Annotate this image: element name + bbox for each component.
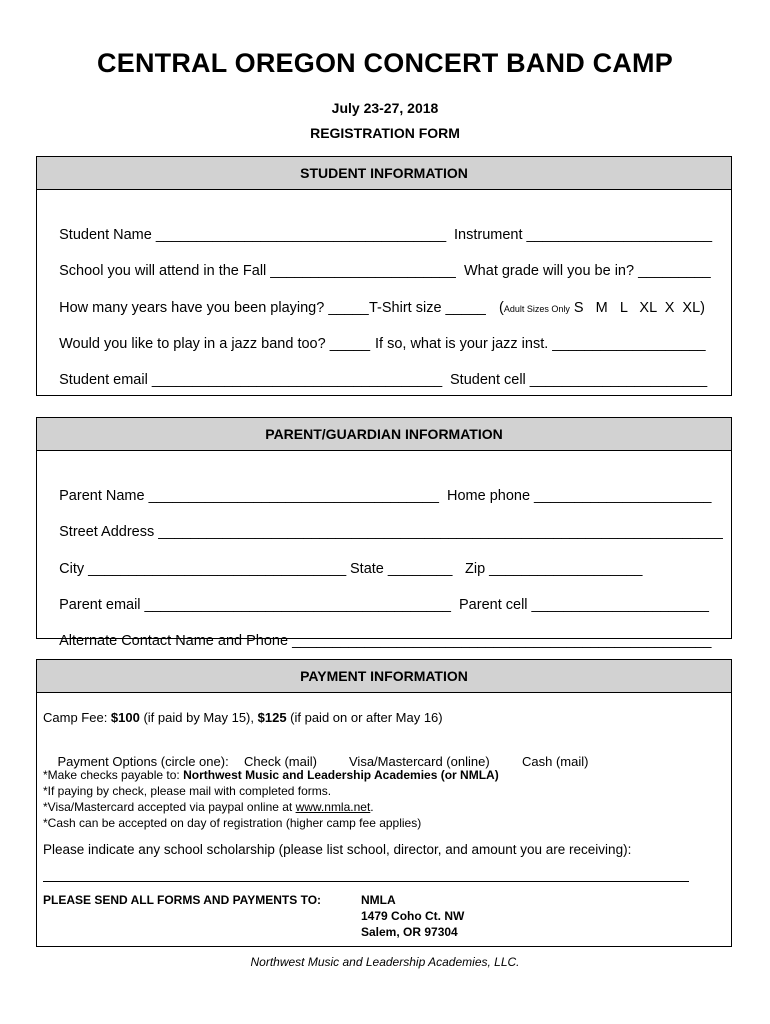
years-playing-field[interactable]: How many years have you been playing? _____ <box>59 300 369 316</box>
address-line-2: 1479 Coho Ct. NW <box>361 909 465 923</box>
alternate-contact-field[interactable]: Alternate Contact Name and Phone ____________________________________________________ <box>59 633 712 649</box>
nmla-link[interactable]: www.nmla.net <box>295 800 371 814</box>
student-cell-field[interactable]: Student cell ______________________ <box>450 372 708 388</box>
parent-cell-field[interactable]: Parent cell ______________________ <box>459 597 709 613</box>
school-field[interactable]: School you will attend in the Fall _______________________ <box>59 263 456 279</box>
option-card[interactable]: Visa/Mastercard (online) <box>349 754 490 769</box>
footer-org: Northwest Music and Leadership Academies, LLC. <box>250 955 520 969</box>
send-forms-label: PLEASE SEND ALL FORMS AND PAYMENTS TO: <box>43 893 322 907</box>
student-section-heading: STUDENT INFORMATION <box>37 157 731 190</box>
fee-early: $100 <box>110 710 140 725</box>
adult-sizes-note: Adult Sizes Only <box>503 304 570 314</box>
fee-late: $125 <box>257 710 287 725</box>
option-cash[interactable]: Cash (mail) <box>522 754 589 769</box>
note3-prefix: *Visa/Mastercard accepted via paypal online at <box>43 800 296 814</box>
address-line-3: Salem, OR 97304 <box>361 925 458 939</box>
parent-section <box>36 417 732 649</box>
note3-suffix: . <box>370 800 374 814</box>
student-contact-row <box>43 353 727 407</box>
scholarship-line: Please indicate any school scholarship (please list school, director, and amount you are receiving): <box>43 842 632 857</box>
home-phone-field[interactable]: Home phone ______________________ <box>447 488 712 504</box>
street-address-field[interactable]: Street Address ______________________________________________________________________ <box>59 524 723 540</box>
payment-section <box>36 659 732 947</box>
parent-email-field[interactable]: Parent email ______________________________________ <box>59 597 451 613</box>
scholarship-answer-line[interactable] <box>43 881 689 882</box>
fee-early-note: (if paid by May 15), <box>139 710 258 725</box>
sizes-values: S M L XL X XL) <box>569 300 705 316</box>
tshirt-size-field[interactable]: T-Shirt size _____ <box>369 300 486 316</box>
form-name: REGISTRATION FORM <box>310 125 460 141</box>
camp-dates: July 23-27, 2018 <box>331 100 439 116</box>
note-checks-payable <box>43 767 499 783</box>
option-check[interactable]: Check (mail) <box>244 754 317 769</box>
parent-section-heading: PARENT/GUARDIAN INFORMATION <box>37 418 731 451</box>
jazz-instrument-field[interactable]: If so, what is your jazz inst. ___________________ <box>375 336 706 352</box>
fee-prefix: Camp Fee: <box>43 710 111 725</box>
student-section <box>36 156 732 396</box>
jazz-band-field[interactable]: Would you like to play in a jazz band too? _____ <box>59 336 371 352</box>
note1-payee: Northwest Music and Leadership Academies (or NMLA) <box>183 768 499 782</box>
tshirt-size-options[interactable] <box>499 299 705 318</box>
student-email-field[interactable]: Student email ____________________________________ <box>59 372 443 388</box>
payment-section-heading: PAYMENT INFORMATION <box>37 660 731 693</box>
note-card-online <box>43 799 374 815</box>
zip-field[interactable]: Zip ___________________ <box>465 561 643 577</box>
parent-name-field[interactable]: Parent Name ____________________________________ <box>59 488 439 504</box>
grade-field[interactable]: What grade will you be in? _________ <box>464 263 711 279</box>
sizes-open-paren: ( <box>499 300 504 316</box>
address-line-1: NMLA <box>361 893 396 907</box>
note1-prefix: *Make checks payable to: <box>43 768 184 782</box>
note-check-mail: *If paying by check, please mail with completed forms. <box>43 784 332 798</box>
state-field[interactable]: State ________ <box>350 561 453 577</box>
camp-fee-line <box>43 710 727 726</box>
instrument-field[interactable]: Instrument _______________________ <box>454 227 713 243</box>
city-field[interactable]: City ________________________________ <box>59 561 347 577</box>
student-name-field[interactable]: Student Name ____________________________________ <box>59 227 447 243</box>
form-title: CENTRAL OREGON CONCERT BAND CAMP <box>97 48 673 78</box>
fee-late-note: (if paid on or after May 16) <box>286 710 443 725</box>
note-cash: *Cash can be accepted on day of registration (higher camp fee applies) <box>43 816 422 830</box>
payment-options-label: Payment Options (circle one): <box>57 754 229 769</box>
